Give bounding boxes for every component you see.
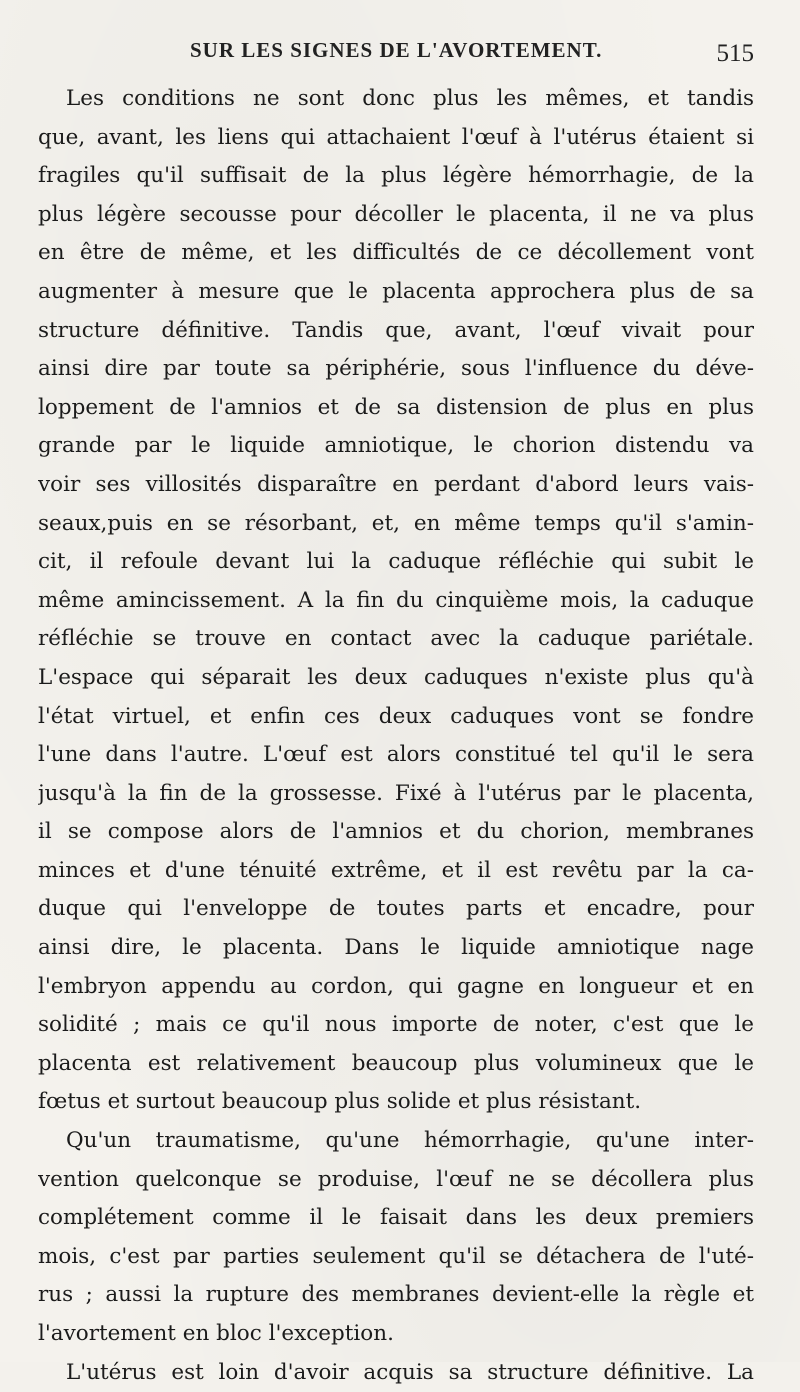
text-line: augmenter à mesure que le placenta approchera plus de sa: [38, 278, 754, 304]
text-line: vention quelconque se produise, l'œuf ne se décollera plus: [38, 1166, 754, 1192]
page-number: 515: [716, 40, 754, 67]
text-line: plus légère secousse pour décoller le placenta, il ne va plus: [38, 201, 754, 227]
running-head: SUR LES SIGNES DE L'AVORTEMENT.: [190, 38, 603, 62]
paragraph: [38, 1122, 754, 1354]
paragraph: [38, 80, 754, 1122]
text-line: mois, c'est par parties seulement qu'il se détachera de l'uté-: [38, 1243, 754, 1269]
text-line: duque qui l'enveloppe de toutes parts et encadre, pour: [38, 896, 754, 922]
text-line: il se compose alors de l'amnios et du chorion, membranes: [38, 819, 754, 845]
text-line: L'utérus est loin d'avoir acquis sa structure définitive. La: [66, 1359, 754, 1385]
text-line: que, avant, les liens qui attachaient l'œuf à l'utérus étaient si: [38, 124, 754, 150]
text-line: voir ses villosités disparaître en perdant d'abord leurs vais-: [38, 471, 754, 497]
text-line: ainsi dire par toute sa périphérie, sous l'influence du déve-: [38, 356, 754, 382]
text-line: l'état virtuel, et enfin ces deux caduques vont se fondre: [38, 703, 754, 729]
text-line: l'avortement en bloc l'exception.: [38, 1321, 394, 1346]
text-line: structure définitive. Tandis que, avant, l'œuf vivait pour: [38, 317, 754, 343]
text-line: en être de même, et les difficultés de ce décollement vont: [38, 240, 754, 266]
text-line: placenta est relativement beaucoup plus volumineux que le: [38, 1050, 754, 1076]
text-line: loppement de l'amnios et de sa distension de plus en plus: [38, 394, 754, 420]
text-line: minces et d'une ténuité extrême, et il est revêtu par la ca-: [38, 857, 754, 883]
text-line: jusqu'à la fin de la grossesse. Fixé à l'utérus par le placenta,: [38, 780, 754, 806]
paragraph: [38, 1354, 754, 1392]
body-text: [38, 80, 754, 1392]
text-line: ainsi dire, le placenta. Dans le liquide amniotique nage: [38, 935, 754, 961]
text-line: L'espace qui séparait les deux caduques n'existe plus qu'à: [38, 664, 754, 690]
text-line: même amincissement. A la fin du cinquième mois, la caduque: [38, 587, 754, 613]
text-line: fragiles qu'il suffisait de la plus légère hémorrhagie, de la: [38, 163, 754, 189]
text-line: l'une dans l'autre. L'œuf est alors constitué tel qu'il le sera: [38, 742, 754, 768]
text-line: solidité ; mais ce qu'il nous importe de noter, c'est que le: [38, 1012, 754, 1038]
text-line: l'embryon appendu au cordon, qui gagne en longueur et en: [38, 973, 754, 999]
text-line: cit, il refoule devant lui la caduque réfléchie qui subit le: [38, 549, 754, 575]
text-line: Qu'un traumatisme, qu'une hémorrhagie, qu'une inter-: [66, 1128, 754, 1154]
text-line: rus ; aussi la rupture des membranes devient-elle la règle et: [38, 1282, 754, 1308]
text-line: grande par le liquide amniotique, le chorion distendu va: [38, 433, 754, 459]
text-line: complétement comme il le faisait dans les deux premiers: [38, 1205, 754, 1231]
text-line: Les conditions ne sont donc plus les mêmes, et tandis: [66, 86, 754, 111]
text-line: seaux,puis en se résorbant, et, en même temps qu'il s'amin-: [38, 510, 754, 536]
text-line: réfléchie se trouve en contact avec la caduque pariétale.: [38, 626, 754, 652]
text-line: fœtus et surtout beaucoup plus solide et plus résistant.: [38, 1089, 642, 1115]
